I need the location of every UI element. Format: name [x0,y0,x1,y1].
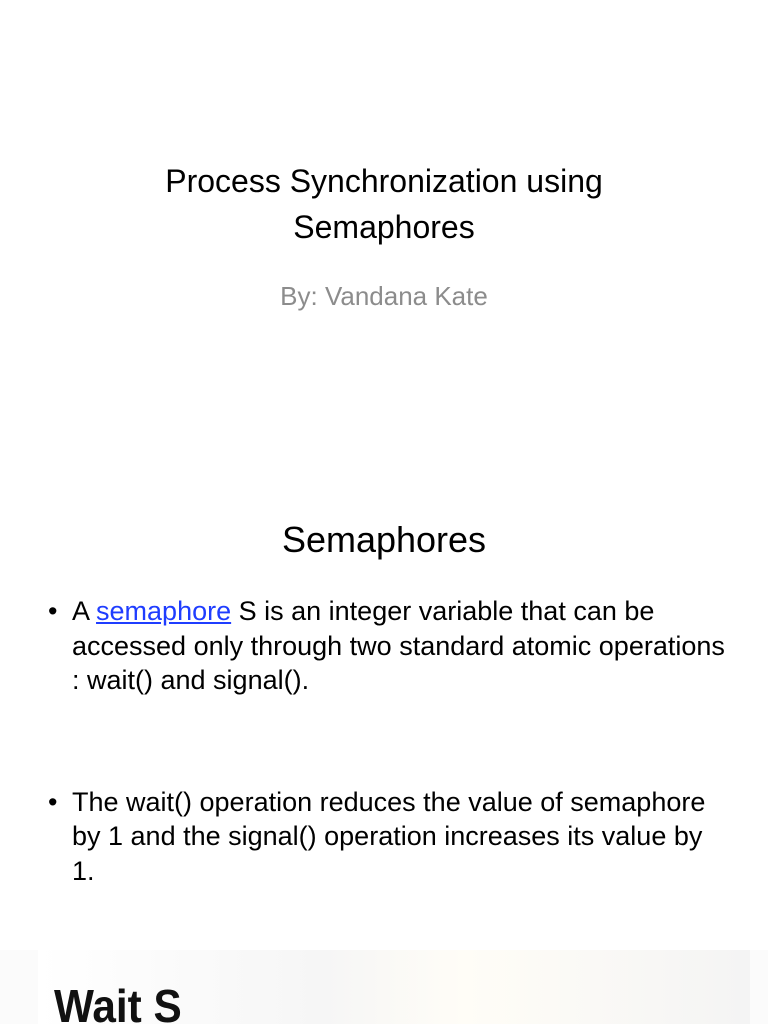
bullet-operations-text: The wait() operation reduces the value of semaphore by 1 and the signal() operation increases its value by 1. [72,786,706,886]
wait-heading-text: Wait S [54,980,182,1024]
slide-title-line-1: Process Synchronization using [165,163,603,199]
bullet-definition-text: S is an integer variable that can be accessed only through two standard atomic operations : wait() and signal(). [72,596,725,695]
slide-heading: Semaphores [281,519,487,560]
bullet-prefix: A [72,596,97,626]
slide-title-line-2: Semaphores [293,209,475,245]
bullet-item-operations [46,785,726,889]
author-subtitle: By: Vandana Kate [280,281,488,311]
bullet-dot: • [48,786,58,817]
semaphores-slide [0,480,768,950]
bullet-list [46,594,726,888]
semaphore-link[interactable]: semaphore [96,596,232,626]
slide-title [60,158,708,250]
wait-signal-slide-partial [0,950,768,1024]
title-slide [0,0,768,480]
bullet-dot: • [48,596,58,626]
bullet-item-definition [46,594,726,698]
